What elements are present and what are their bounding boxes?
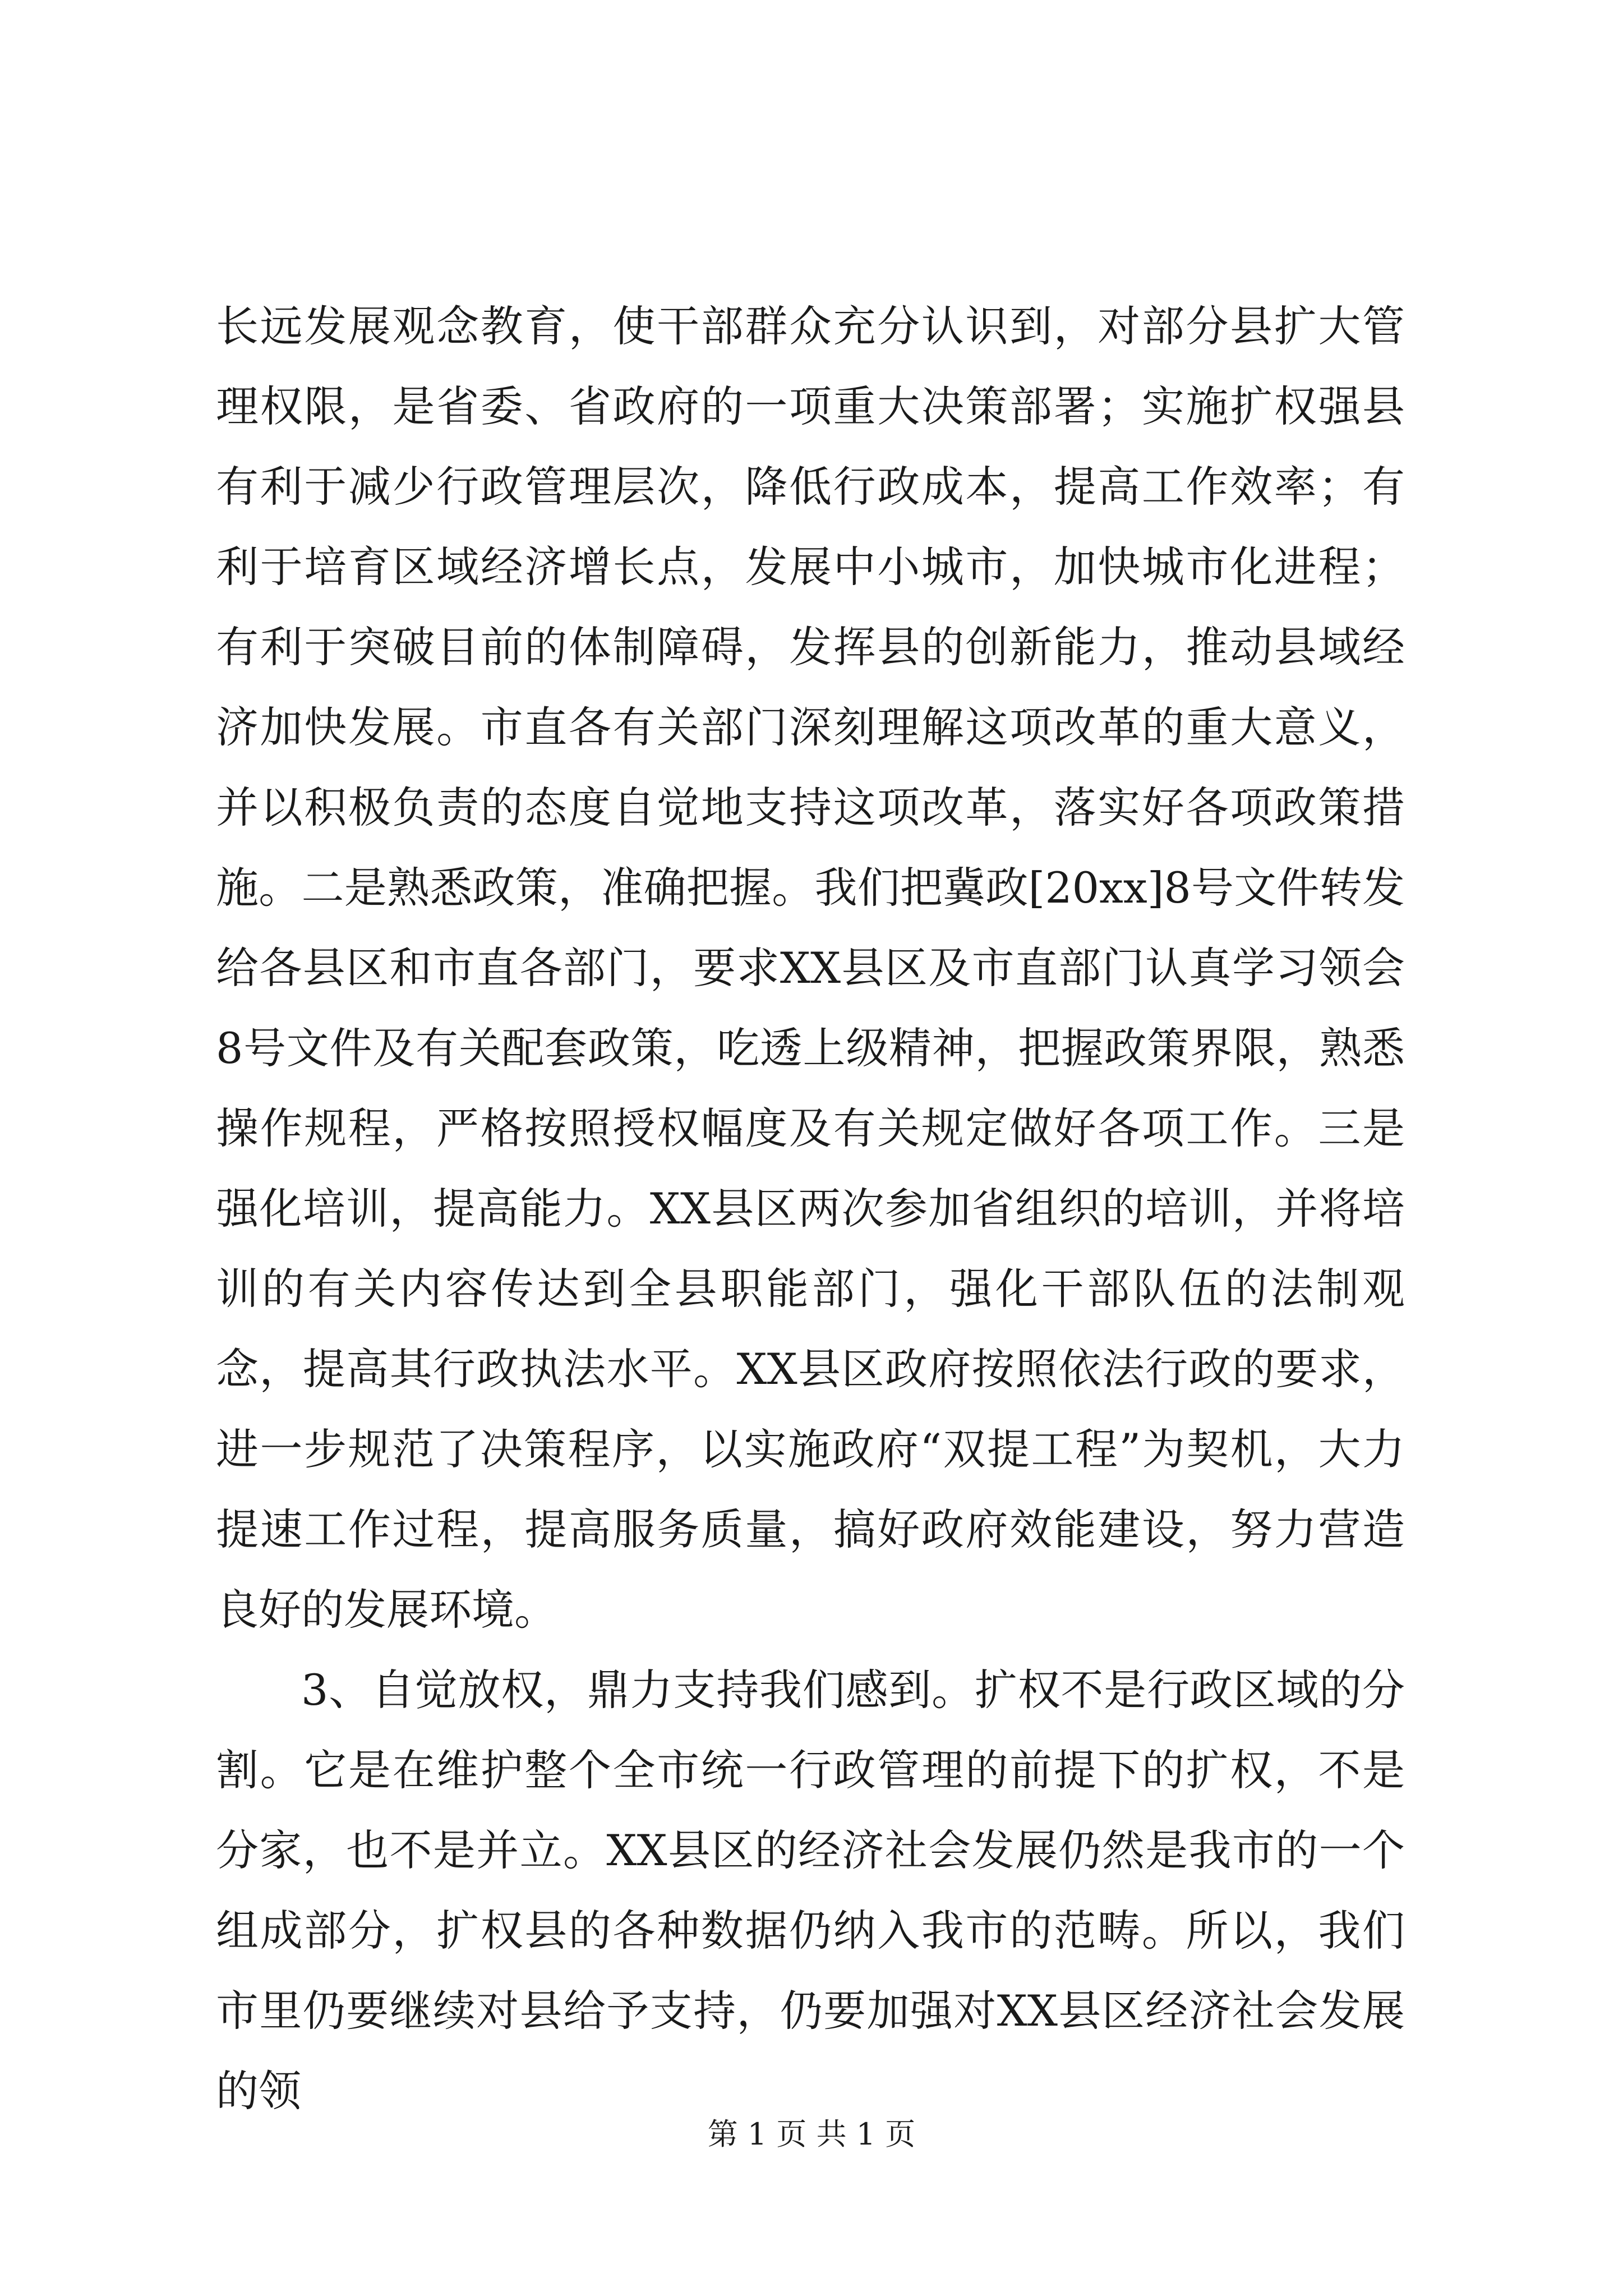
page-footer: 第 1 页 共 1 页 <box>707 2116 916 2152</box>
paragraph-1: 长远发展观念教育，使干部群众充分认识到，对部分县扩大管理权限，是省委、省政府的一项重大决策部署；实施扩权强县有利于减少行政管理层次，降低行政成本，提高工作效率；有利于培育区域经济增长点，发展中小城市，加快城市化进程；有利于突破目前的体制障碍，发挥县的创新能力，推动县域经济加快发展。市直各有关部门深刻理解这项改革的重大意义，并以积极负责的态度自觉地支持这项改革，落实好各项政策措施。二是熟悉政策，准确把握。我们把冀政[20xx]8号文件转发给各县区和市直各部门，要求XX县区及市直部门认真学习领会8号文件及有关配套政策，吃透上级精神，把握政策界限，熟悉操作规程，严格按照授权幅度及有关规定做好各项工作。三是强化培训，提高能力。XX县区两次参加省组织的培训，并将培训的有关内容传达到全县职能部门，强化干部队伍的法制观念，提高其行政执法水平。XX县区政府按照依法行政的要求，进一步规范了决策程序，以实施政府“双提工程”为契机，大力提速工作过程，提高服务质量，搞好政府效能建设，努力营造良好的发展环境。 <box>216 301 1405 1635</box>
document-body <box>216 286 1405 2131</box>
paragraph-2: 3、自觉放权，鼎力支持我们感到。扩权不是行政区域的分割。它是在维护整个全市统一行政管理的前提下的扩权，不是分家，也不是并立。XX县区的经济社会发展仍然是我市的一个组成部分，扩权县的各种数据仍纳入我市的范畴。所以，我们市里仍要继续对县给予支持，仍要加强对XX县区经济社会发展的领 <box>216 1665 1405 2116</box>
